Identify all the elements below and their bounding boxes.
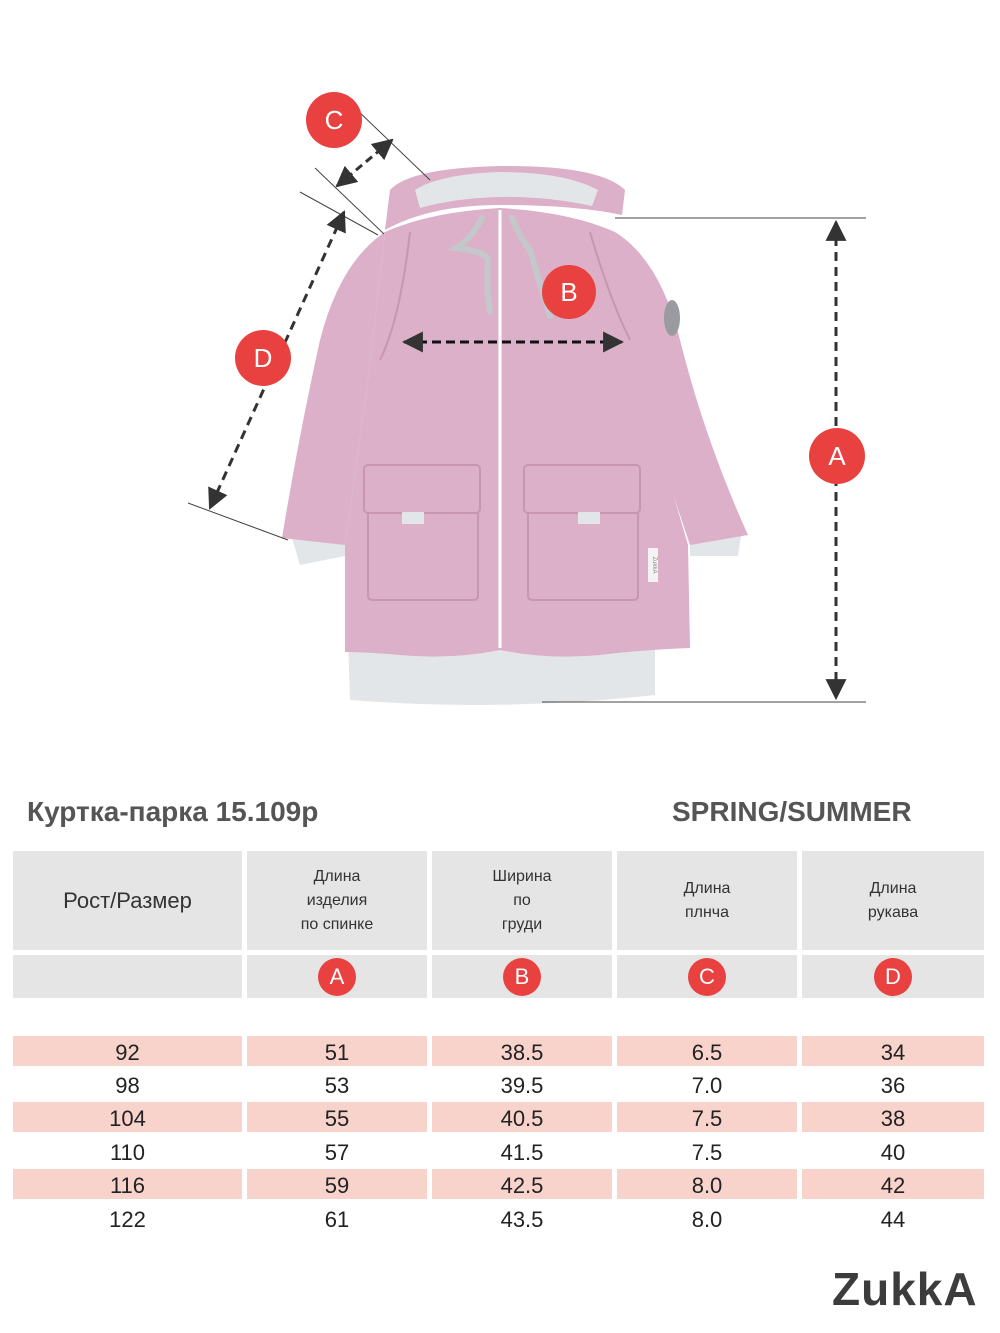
cell-chest-width: 39.5 xyxy=(500,1073,544,1098)
header-chest-width-line2: по xyxy=(513,891,531,909)
header-size xyxy=(13,851,242,950)
cell-size: 104 xyxy=(13,1102,242,1132)
cell-chest-width: 38.5 xyxy=(432,1036,612,1066)
header-back-length-line2: изделия xyxy=(306,891,368,909)
cell-size: 98 xyxy=(115,1073,140,1098)
header-back-length xyxy=(247,851,427,950)
cell-sleeve-length: 38 xyxy=(802,1102,984,1132)
jacket-pocket-flap-left xyxy=(364,465,480,513)
marker-b xyxy=(542,265,596,319)
badge-b: B xyxy=(503,958,541,996)
cell-chest-width: 40.5 xyxy=(432,1102,612,1132)
product-title: Куртка-парка 15.109р xyxy=(27,796,319,827)
header-chest-width-line3: груди xyxy=(501,915,543,933)
header-sleeve-length-letter-cell xyxy=(802,955,984,998)
header-sleeve-length xyxy=(802,851,984,950)
header-sleeve-length-line2: рукава xyxy=(867,903,919,921)
jacket-pocket-flap-right xyxy=(524,465,640,513)
header-shoulder-length xyxy=(617,851,797,950)
cell-back-length: 51 xyxy=(247,1036,427,1066)
cell-size: 92 xyxy=(13,1036,242,1066)
header-size-letter-cell xyxy=(13,955,242,998)
header-size-label: Рост/Размер xyxy=(63,887,192,913)
marker-d xyxy=(235,330,291,386)
cell-back-length: 57 xyxy=(324,1140,350,1165)
jacket-pocket-tab-left xyxy=(402,512,424,524)
season-label: SPRING/SUMMER xyxy=(672,796,912,827)
cell-back-length: 55 xyxy=(247,1102,427,1132)
jacket-pocket-tab-right xyxy=(578,512,600,524)
cell-sleeve-length: 40 xyxy=(880,1140,906,1165)
cell-shoulder-length: 6.5 xyxy=(617,1036,797,1066)
table-row xyxy=(13,1102,984,1132)
cell-back-length: 61 xyxy=(324,1207,350,1232)
marker-a-label: A xyxy=(828,441,846,471)
header-sleeve-length-line1: Длина xyxy=(869,879,917,897)
cell-size: 110 xyxy=(109,1140,146,1165)
cell-chest-width: 43.5 xyxy=(500,1207,544,1232)
table-row xyxy=(13,1069,984,1099)
header-back-length-letter-cell xyxy=(247,955,427,998)
header-chest-width xyxy=(432,851,612,950)
brand-logo: ZukkA xyxy=(832,1263,978,1315)
header-chest-width-letter-cell xyxy=(432,955,612,998)
cell-size: 122 xyxy=(109,1207,146,1232)
cell-sleeve-length: 34 xyxy=(802,1036,984,1066)
jacket-side-tag-text: ZukkA xyxy=(651,556,657,574)
guide-line-d-1 xyxy=(300,192,378,235)
marker-a xyxy=(809,428,865,484)
table-row xyxy=(13,1136,984,1166)
badge-c: C xyxy=(688,958,726,996)
cell-sleeve-length: 44 xyxy=(880,1207,906,1232)
cell-shoulder-length: 7.5 xyxy=(617,1102,797,1132)
cell-sleeve-length: 42 xyxy=(802,1169,984,1199)
header-back-length-line3: по спинке xyxy=(300,915,374,933)
cell-shoulder-length: 8.0 xyxy=(617,1169,797,1199)
cell-shoulder-length: 7.0 xyxy=(691,1073,723,1098)
cell-back-length: 53 xyxy=(324,1073,350,1098)
cell-size: 116 xyxy=(13,1169,242,1199)
header-shoulder-length-line1: Длина xyxy=(683,879,731,897)
cell-shoulder-length: 7.5 xyxy=(691,1140,723,1165)
guide-line-d-2 xyxy=(188,503,288,540)
marker-c xyxy=(306,92,362,148)
cell-sleeve-length: 36 xyxy=(880,1073,906,1098)
jacket-sleeve-badge xyxy=(664,300,680,336)
cell-shoulder-length: 8.0 xyxy=(691,1207,723,1232)
guide-line-c-1 xyxy=(355,108,430,180)
badge-d: D xyxy=(874,958,912,996)
marker-d-label: D xyxy=(253,343,273,373)
guide-line-c-2 xyxy=(315,168,384,234)
table-row xyxy=(13,1036,984,1066)
header-back-length-line1: Длина xyxy=(313,867,361,885)
cell-chest-width: 42.5 xyxy=(432,1169,612,1199)
measure-arrow-c xyxy=(337,140,392,186)
cell-chest-width: 41.5 xyxy=(500,1140,544,1165)
marker-b-label: B xyxy=(560,277,578,307)
badge-a: A xyxy=(318,958,356,996)
table-row xyxy=(13,1169,984,1199)
marker-c-label: C xyxy=(324,105,344,135)
table-row xyxy=(13,1203,984,1233)
cell-back-length: 59 xyxy=(247,1169,427,1199)
header-shoulder-length-line2: плнча xyxy=(684,903,730,921)
header-chest-width-line1: Ширина xyxy=(492,867,552,885)
header-shoulder-length-letter-cell xyxy=(617,955,797,998)
